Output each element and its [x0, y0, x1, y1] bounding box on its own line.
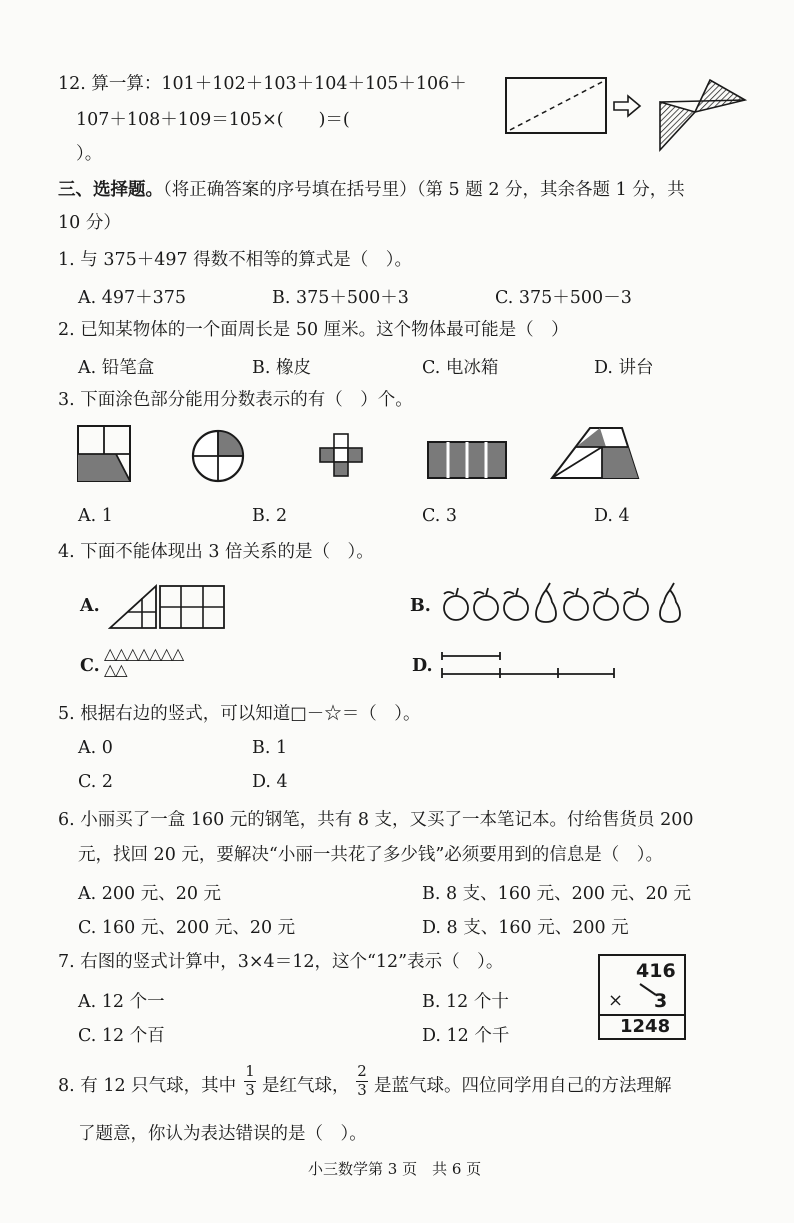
- q5-stem: 5. 根据右边的竖式，可以知道□－☆＝（ ）。: [58, 704, 421, 724]
- q2-stem: 2. 已知某物体的一个面周长是 50 厘米。这个物体最可能是（ ）: [58, 320, 569, 340]
- q12-figure: [500, 72, 760, 157]
- q8-mid: 是红气球，: [262, 1076, 350, 1096]
- q12-line2: 107＋108＋109＝105×( )＝(: [76, 110, 350, 130]
- q4-label-a: A.: [80, 596, 100, 616]
- q6-option-c: C. 160 元、200 元、20 元: [78, 918, 296, 938]
- q4-label-c: C.: [80, 656, 100, 676]
- q4-figure-a: [108, 582, 228, 632]
- q7-option-d: D. 12 个千: [422, 1026, 510, 1046]
- q5-option-d: D. 4: [252, 772, 288, 792]
- q4-label-b: B.: [410, 596, 431, 616]
- section3-desc: （将正确答案的序号填在括号里）（第 5 题 2 分，其余各题 1 分，共: [163, 180, 685, 200]
- q7-vertical-calc: [598, 954, 686, 1040]
- q5-option-a: A. 0: [78, 738, 113, 758]
- q2-option-d: D. 讲台: [594, 358, 654, 378]
- q7-calc-top: 416: [636, 960, 676, 982]
- q6-option-b: B. 8 支、160 元、200 元、20 元: [422, 884, 691, 904]
- q8-pre: 8. 有 12 只气球，其中: [58, 1076, 237, 1096]
- q12-line1: 12. 算一算：101＋102＋103＋104＋105＋106＋: [58, 74, 467, 94]
- section3-header: [58, 180, 685, 201]
- q4-label-d: D.: [412, 656, 433, 676]
- q8-fraction-1: [244, 1064, 256, 1099]
- section3-desc-line2: 10 分）: [58, 213, 121, 233]
- q1-stem: 1. 与 375＋497 得数不相等的算式是（ ）。: [58, 250, 412, 270]
- q2-option-a: A. 铅笔盒: [78, 358, 155, 378]
- q2-option-c: C. 电冰箱: [422, 358, 499, 378]
- q8-frac1-num: 1: [245, 1062, 255, 1080]
- q5-option-b: B. 1: [252, 738, 288, 758]
- q7-option-c: C. 12 个百: [78, 1026, 165, 1046]
- q8-fraction-2: [356, 1064, 368, 1099]
- q8-frac1-den: 3: [245, 1080, 255, 1099]
- section3-title: 三、选择题。: [58, 180, 163, 200]
- q4-figure-b: [440, 580, 690, 626]
- page-footer: 小三数学第 3 页 共 6 页: [308, 1160, 482, 1178]
- q6-stem-line1: 6. 小丽买了一盒 160 元的钢笔，共有 8 支，又买了一本笔记本。付给售货员 200: [58, 810, 694, 830]
- q7-calc-mult: 3: [654, 990, 668, 1012]
- q3-stem: 3. 下面涂色部分能用分数表示的有（ ）个。: [58, 390, 413, 410]
- q4-triangles-row1: △△△△△△△: [104, 644, 184, 663]
- q8-frac2-num: 2: [357, 1062, 367, 1080]
- q2-option-b: B. 橡皮: [252, 358, 311, 378]
- q3-option-b: B. 2: [252, 506, 288, 526]
- q3-option-d: D. 4: [594, 506, 630, 526]
- q8-line2: 了题意，你认为表达错误的是（ ）。: [78, 1124, 367, 1144]
- q6-option-a: A. 200 元、20 元: [78, 884, 222, 904]
- q7-calc-times: ×: [608, 990, 624, 1011]
- q4-stem: 4. 下面不能体现出 3 倍关系的是（ ）。: [58, 542, 374, 562]
- q8-post: 是蓝气球。四位同学用自己的方法理解: [374, 1076, 672, 1096]
- q1-option-b: B. 375＋500＋3: [272, 288, 409, 308]
- q1-option-c: C. 375＋500－3: [495, 288, 632, 308]
- q3-option-a: A. 1: [78, 506, 113, 526]
- q5-option-c: C. 2: [78, 772, 114, 792]
- q3-figures: [70, 420, 670, 492]
- q7-calc-result: 1248: [620, 1016, 671, 1037]
- q1-option-a: A. 497＋375: [78, 288, 187, 308]
- q7-stem: 7. 右图的竖式计算中，3×4＝12，这个“12”表示（ ）。: [58, 952, 504, 972]
- q12-line3: ）。: [76, 144, 103, 164]
- q7-option-b: B. 12 个十: [422, 992, 509, 1012]
- q7-calc-arrow: [638, 982, 660, 998]
- q8-frac2-den: 3: [357, 1080, 367, 1099]
- q3-option-c: C. 3: [422, 506, 458, 526]
- q6-stem-line2: 元，找回 20 元，要解决“小丽一共花了多少钱”必须要用到的信息是（ ）。: [78, 845, 664, 865]
- q4-triangles-row2: △△: [104, 660, 127, 679]
- q7-option-a: A. 12 个一: [78, 992, 165, 1012]
- q4-figure-d: [438, 648, 618, 680]
- q6-option-d: D. 8 支、160 元、200 元: [422, 918, 629, 938]
